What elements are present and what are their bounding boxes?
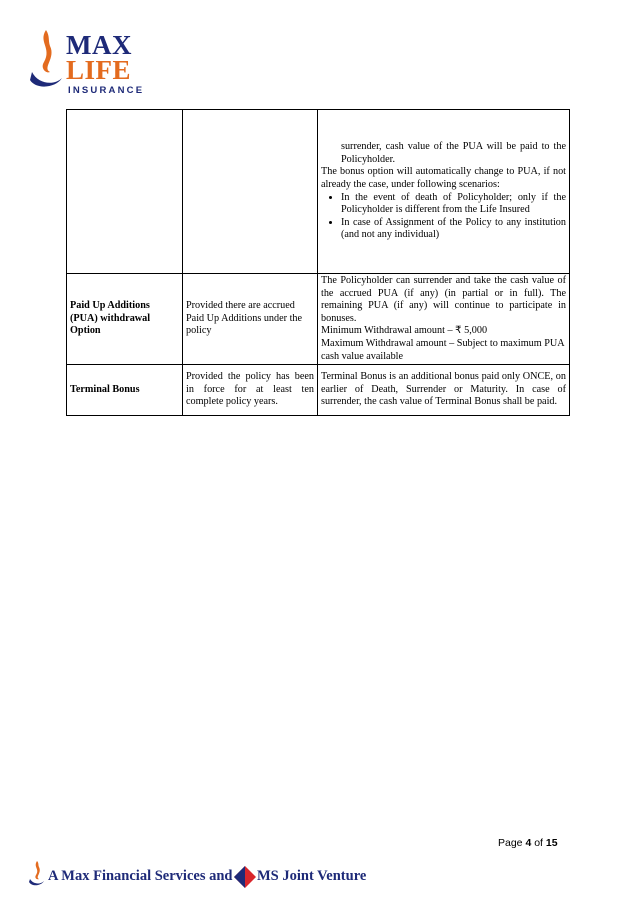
feature-cell: Paid Up Additions (PUA) withdrawal Option [67, 274, 183, 365]
logo-insurance-text: INSURANCE [68, 85, 145, 96]
scenario-list [321, 192, 566, 242]
page-current: 4 [525, 837, 532, 849]
description-cell [318, 274, 570, 365]
feature-cell [67, 110, 183, 274]
condition-cell: Provided there are accrued Paid Up Additions under the policy [183, 274, 318, 365]
benefits-table [66, 109, 570, 416]
condition-cell: Provided the policy has been in force for at least ten complete policy years. [183, 365, 318, 416]
page-number [498, 837, 558, 849]
max-life-logo [28, 28, 148, 98]
flame-logo-icon [28, 860, 46, 888]
flame-logo-icon [28, 28, 66, 94]
footer-joint-venture [28, 860, 388, 890]
list-item: • In the event of death of Policyholder; only if the Policyholder is different from the Life Insured [341, 192, 566, 217]
min-withdrawal: Minimum Withdrawal amount – ₹ 5,000 [321, 325, 488, 337]
page-prefix: Page [498, 837, 526, 849]
logo-max-text: MAX [66, 30, 132, 60]
mitsui-diamond-icon [233, 865, 257, 889]
max-withdrawal: Maximum Withdrawal amount – Subject to maximum PUA cash value available [321, 337, 565, 362]
logo-life-text: LIFE [66, 55, 132, 85]
table-row [67, 365, 570, 416]
list-item: • In case of Assignment of the Policy to any institution (and not any individual) [341, 217, 566, 242]
footer-text-part1: A Max Financial Services and [48, 868, 233, 884]
description-cell: Terminal Bonus is an additional bonus paid only ONCE, on earlier of Death, Surrender or Maturity. In case of surrender, the cash value of Terminal Bonus shall be paid. [318, 365, 570, 416]
continued-text: surrender, cash value of the PUA will be paid to the Policyholder. [341, 141, 566, 165]
page-of: of [531, 837, 546, 849]
bonus-option-paragraph: The bonus option will automatically change to PUA, if not already the case, under following scenarios: [321, 166, 566, 190]
pua-paragraph: The Policyholder can surrender and take the cash value of the accrued PUA (if any) (in partial or in full). The remaining PUA (if any) will continue to participate in bonuses. [321, 275, 566, 324]
condition-cell [183, 110, 318, 274]
page-total: 15 [545, 837, 558, 849]
feature-cell: Terminal Bonus [67, 365, 183, 416]
table-row [67, 110, 570, 274]
table-row [67, 274, 570, 365]
footer-text-part2: MS Joint Venture [257, 868, 367, 884]
description-cell [318, 110, 570, 274]
